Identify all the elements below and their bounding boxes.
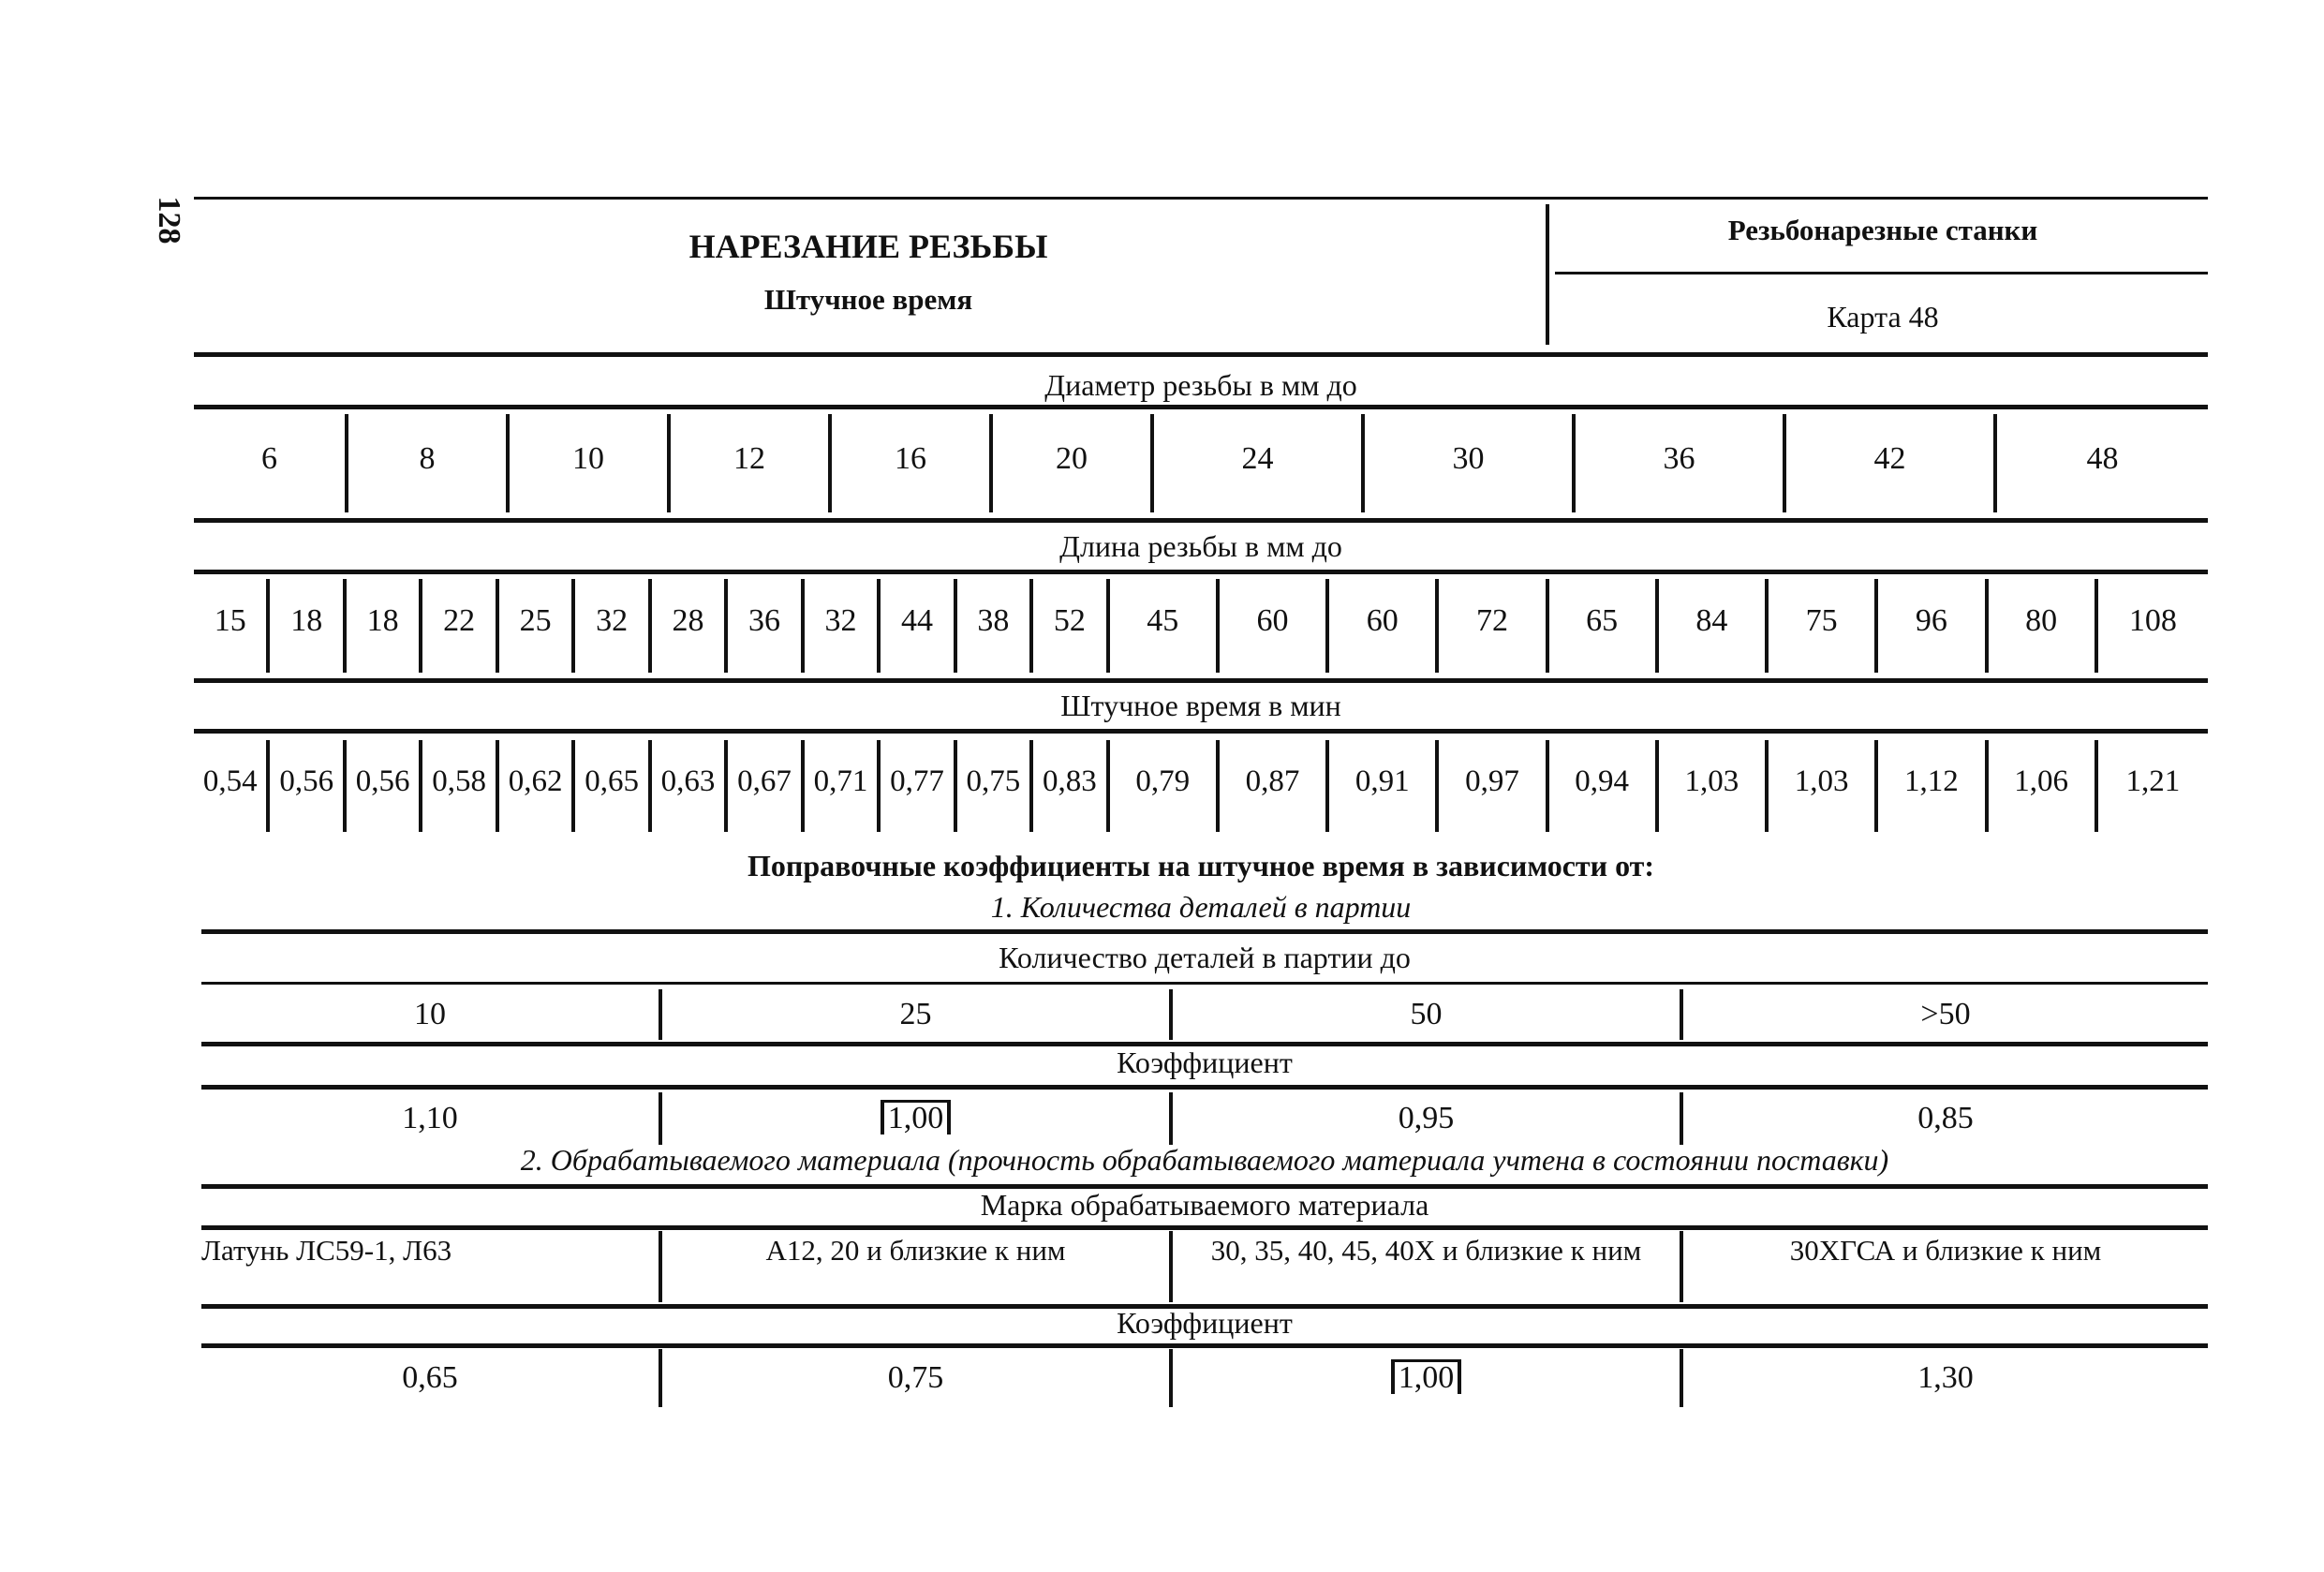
length-row: [194, 579, 2208, 673]
material-coef-row: [201, 1349, 2208, 1407]
unit-time-cell: 0,56: [270, 740, 346, 832]
diameter-cell: 10: [510, 414, 671, 512]
header-divider: [1546, 204, 1549, 345]
material-cell: 30, 35, 40, 45, 40Х и близкие к ним: [1173, 1231, 1683, 1302]
material-coef-label: Коэффициент: [1117, 1306, 1293, 1340]
diameter-cell: 42: [1786, 414, 1997, 512]
batch-coef-cell: 0,85: [1917, 1101, 1974, 1135]
material-coef-cell-base: [1173, 1349, 1683, 1407]
unit-time-cell: 0,54: [194, 740, 270, 832]
material-row: [201, 1231, 2208, 1302]
length-cell: 28: [652, 579, 728, 673]
base-coef-box: 1,00: [1391, 1359, 1462, 1394]
length-cell: 60: [1220, 579, 1329, 673]
unit-time-cell: 0,91: [1329, 740, 1439, 832]
batch-cell: >50: [1920, 997, 1971, 1031]
unit-time-cell: 0,77: [881, 740, 956, 832]
length-cell: 108: [2128, 603, 2177, 638]
rule: [201, 1085, 2208, 1090]
length-cell: 84: [1659, 579, 1769, 673]
rule: [194, 518, 2208, 523]
batch-cell: 10: [201, 989, 662, 1040]
length-cell: 75: [1769, 579, 1878, 673]
length-cell: 32: [805, 579, 881, 673]
length-cell: 25: [499, 579, 575, 673]
unit-time-cell: 0,87: [1220, 740, 1329, 832]
unit-time-cell: 1,03: [1769, 740, 1878, 832]
unit-time-cell: 0,94: [1549, 740, 1659, 832]
rule: [201, 1225, 2208, 1230]
unit-time-row: [194, 740, 2208, 832]
batch-cell: 50: [1173, 989, 1683, 1040]
material-cell: А12, 20 и близкие к ним: [662, 1231, 1173, 1302]
length-cell: 60: [1329, 579, 1439, 673]
length-cell: 18: [270, 579, 346, 673]
page-title: НАРЕЗАНИЕ РЕЗЬБЫ: [688, 228, 1048, 265]
top-rule: [194, 197, 2208, 200]
diameter-label: Диаметр резьбы в мм до: [1044, 368, 1357, 402]
unit-time-cell: 0,56: [347, 740, 422, 832]
corrections-title: Поправочные коэффициенты на штучное время в зависимости от:: [747, 849, 1655, 882]
unit-time-cell: 1,03: [1659, 740, 1769, 832]
material-cell: Латунь ЛС59-1, Л63: [201, 1231, 662, 1302]
length-cell: 80: [1989, 579, 2098, 673]
unit-time-cell: 0,75: [957, 740, 1033, 832]
diameter-cell: 30: [1365, 414, 1576, 512]
rule: [201, 1343, 2208, 1348]
unit-time-cell: 1,06: [1989, 740, 2098, 832]
page-subtitle: Штучное время: [763, 283, 973, 316]
length-cell: 15: [194, 579, 270, 673]
rule: [194, 570, 2208, 574]
unit-time-cell: 0,97: [1439, 740, 1548, 832]
material-cell: 30ХГСА и близкие к ним: [1789, 1234, 2102, 1267]
length-cell: 52: [1033, 579, 1109, 673]
material-section-title: 2. Обрабатываемого материала (прочность обрабатываемого материала учтена в состоянии поставки): [520, 1143, 1889, 1177]
batch-coef-cell-base: [662, 1092, 1173, 1145]
material-coef-cell: 1,30: [1917, 1360, 1974, 1395]
length-cell: 65: [1549, 579, 1659, 673]
rule: [201, 929, 2208, 934]
length-cell: 72: [1439, 579, 1548, 673]
unit-time-cell: 0,62: [499, 740, 575, 832]
length-cell: 36: [728, 579, 804, 673]
unit-time-cell: 0,71: [805, 740, 881, 832]
length-cell: 38: [957, 579, 1033, 673]
batch-coef-row: [201, 1092, 2208, 1145]
unit-time-cell: 1,21: [2125, 764, 2181, 798]
batch-section-title: 1. Количества деталей в партии: [990, 890, 1412, 924]
unit-time-cell: 0,65: [575, 740, 651, 832]
rule: [194, 405, 2208, 409]
machine-type: Резьбонарезные станки: [1727, 214, 2038, 246]
length-cell: 18: [347, 579, 422, 673]
length-cell: 22: [422, 579, 498, 673]
unit-time-cell: 0,79: [1110, 740, 1220, 832]
page-number: 128: [152, 196, 186, 245]
rule: [194, 678, 2208, 683]
diameter-cell: 16: [832, 414, 993, 512]
diameter-cell: 12: [671, 414, 832, 512]
batch-coef-cell: 1,10: [201, 1092, 662, 1145]
length-label: Длина резьбы в мм до: [1059, 529, 1342, 563]
diameter-cell: 24: [1154, 414, 1365, 512]
batch-cell: 25: [662, 989, 1173, 1040]
batch-coef-cell: 0,95: [1173, 1092, 1683, 1145]
unit-time-cell: 1,12: [1878, 740, 1988, 832]
rule: [194, 729, 2208, 734]
material-coef-cell: 0,65: [201, 1349, 662, 1407]
batch-label: Количество деталей в партии до: [999, 941, 1411, 974]
material-coef-cell: 0,75: [662, 1349, 1173, 1407]
length-cell: 32: [575, 579, 651, 673]
length-cell: 96: [1878, 579, 1988, 673]
base-coef-box: 1,00: [881, 1100, 952, 1135]
length-cell: 44: [881, 579, 956, 673]
diameter-cell: 6: [194, 414, 348, 512]
diameter-cell: 20: [993, 414, 1154, 512]
unit-time-cell: 0,67: [728, 740, 804, 832]
rule: [201, 982, 2208, 985]
diameter-cell: 36: [1576, 414, 1786, 512]
diameter-cell: 48: [2086, 441, 2119, 476]
unit-time-cell: 0,58: [422, 740, 498, 832]
header-right-rule: [1555, 272, 2208, 274]
batch-row: [201, 989, 2208, 1040]
length-cell: 45: [1110, 579, 1220, 673]
unit-time-cell: 0,63: [652, 740, 728, 832]
card-number: Карта 48: [1827, 300, 1939, 334]
unit-time-cell: 0,83: [1033, 740, 1109, 832]
diameter-row: [194, 414, 2208, 512]
material-label: Марка обрабатываемого материала: [980, 1188, 1429, 1222]
unit-time-label: Штучное время в мин: [1060, 689, 1341, 722]
diameter-cell: 8: [348, 414, 510, 512]
batch-coef-label: Коэффициент: [1117, 1046, 1293, 1079]
rule: [194, 352, 2208, 357]
